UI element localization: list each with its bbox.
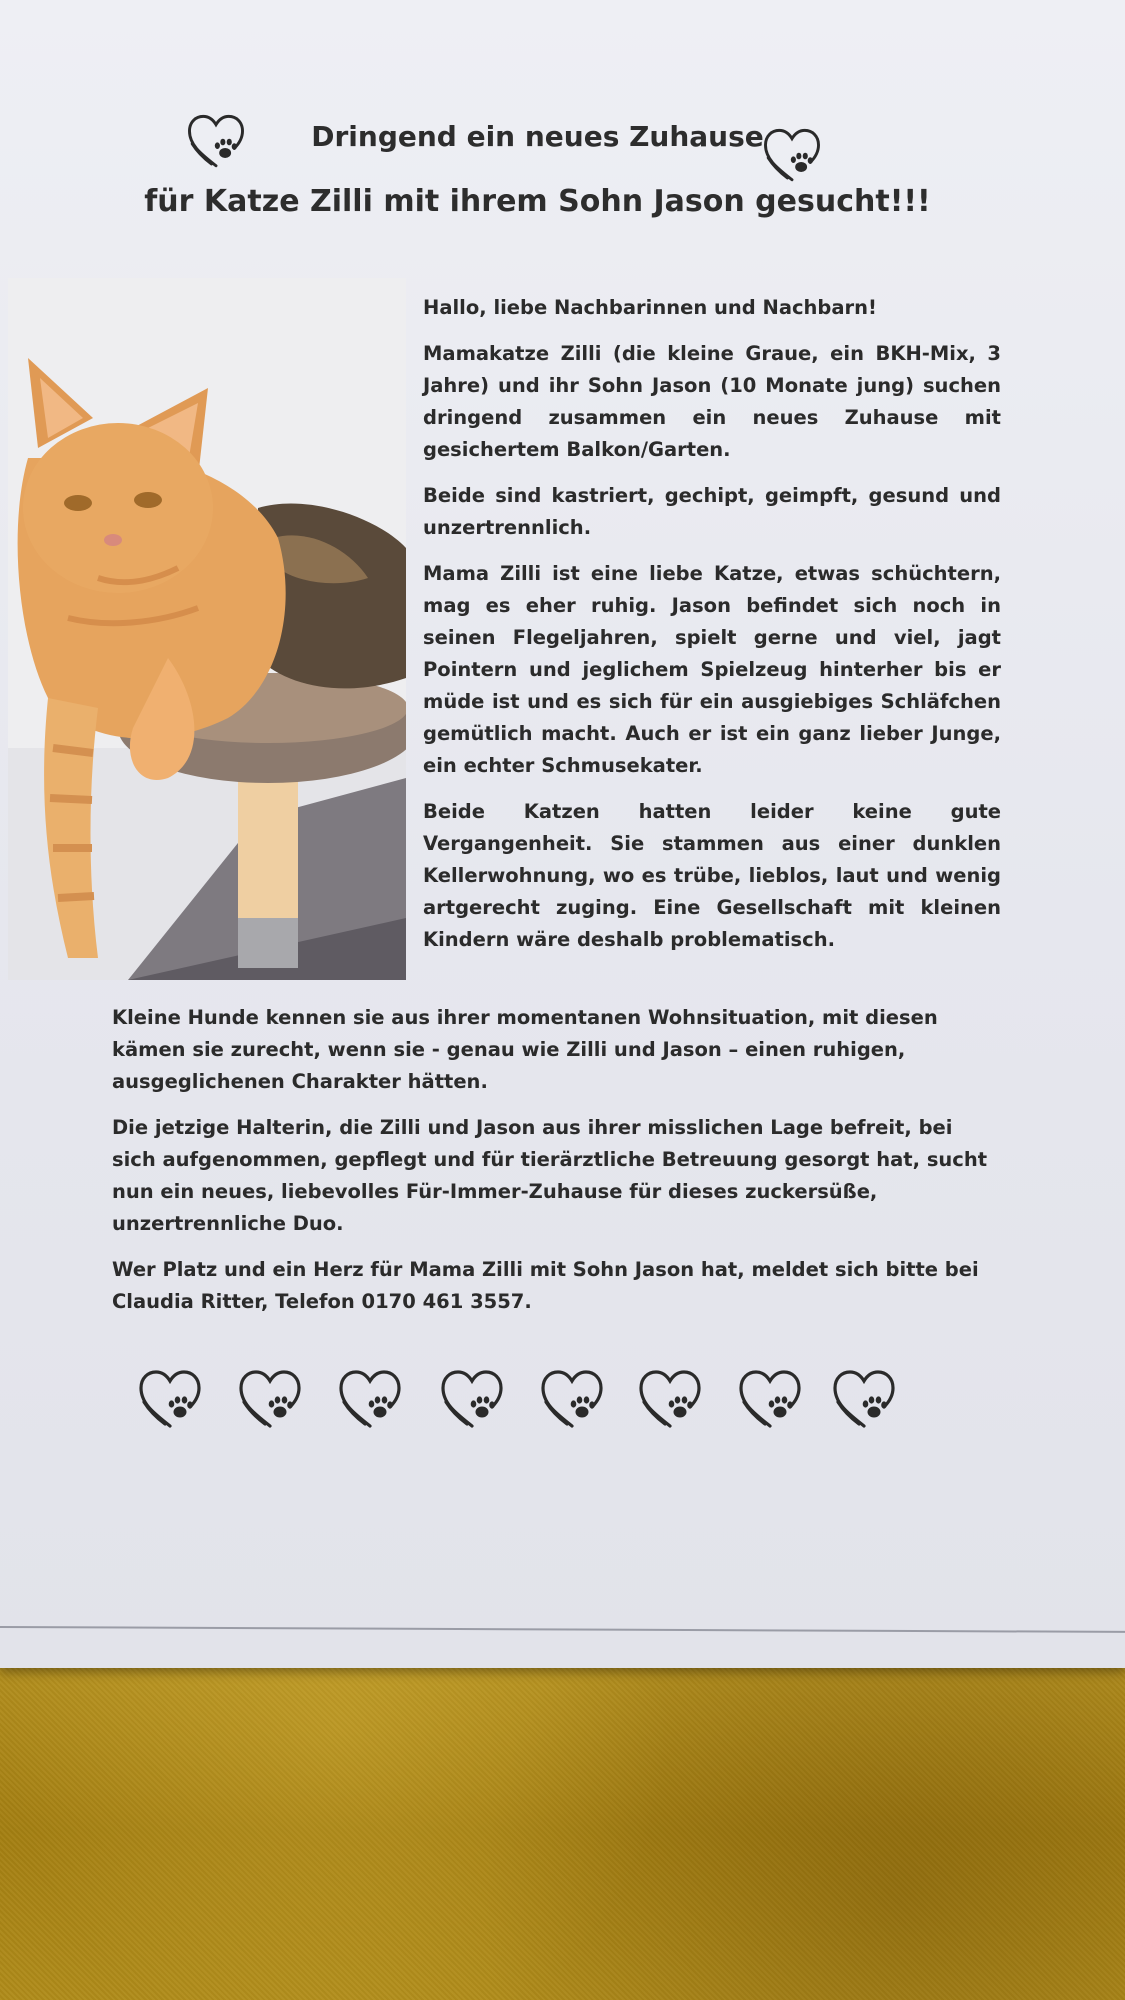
heart-paw-icon [735,1368,805,1432]
full-width-text [112,1002,990,1332]
heart-paw-icon [829,1368,899,1432]
paragraph-history: Beide Katzen hatten leider keine gute Vergangenheit. Sie stammen aus einer dunklen Kellerwohnung, wo es trübe, lieblos, laut und wenig artgerecht zuging. Eine Gesellschaft mit kleinen Kindern wäre deshalb problematisch. [423,800,1001,951]
paragraph-health: Beide sind kastriert, gechipt, geimpft, gesund und unzertrennlich. [423,484,1001,539]
paragraph-contact: Wer Platz und ein Herz für Mama Zilli mit Sohn Jason hat, meldet sich bitte bei Claudia Ritter, Telefon 0170 461 3557. [112,1258,979,1313]
paper-fold-line [0,1626,1125,1633]
heart-paw-icon [437,1368,507,1432]
heart-paw-icon [335,1368,405,1432]
paragraph-intro: Mamakatze Zilli (die kleine Graue, ein BKH-Mix, 3 Jahre) und ihr Sohn Jason (10 Monate jung) suchen dringend zusammen ein neues Zuhause mit gesichertem Balkon/Garten. [423,342,1001,461]
paragraph-owner: Die jetzige Halterin, die Zilli und Jason aus ihrer misslichen Lage befreit, bei sich aufgenommen, gepflegt und für tierärztliche Betreuung gesorgt hat, sucht nun ein neues, liebevolles Für-Immer-Zuhause für dieses zuckersüße, unzertrennliche Duo. [112,1116,988,1235]
paragraph-dogs: Kleine Hunde kennen sie aus ihrer momentanen Wohnsituation, mit diesen kämen sie zurecht, wenn sie - genau wie Zilli und Jason – einen ruhigen, ausgeglichenen Charakter hätten. [112,1006,938,1093]
title-line-2: für Katze Zilli mit ihrem Sohn Jason gesucht!!! [144,184,931,219]
heart-paw-icon [635,1368,705,1432]
fabric-background [0,1660,1125,2000]
greeting: Hallo, liebe Nachbarinnen und Nachbarn! [423,296,877,319]
heart-paw-icon [135,1368,205,1432]
cat-photo [8,278,406,980]
heart-paw-icon [537,1368,607,1432]
heart-paw-icon [235,1368,305,1432]
footer-heart-row [135,1368,935,1438]
title-line-1: Dringend ein neues Zuhause [311,120,764,153]
paragraph-character: Mama Zilli ist eine liebe Katze, etwas schüchtern, mag es eher ruhig. Jason befindet sich noch in seinen Flegeljahren, spielt gerne und viel, jagt Pointern und jeglichem Spielzeug hinterher bis er müde ist und es sich für ein ausgiebiges Schläfchen gemütlich macht. Auch er ist ein ganz lieber Junge, ein echter Schmusekater. [423,562,1001,777]
intro-column [423,292,1001,970]
